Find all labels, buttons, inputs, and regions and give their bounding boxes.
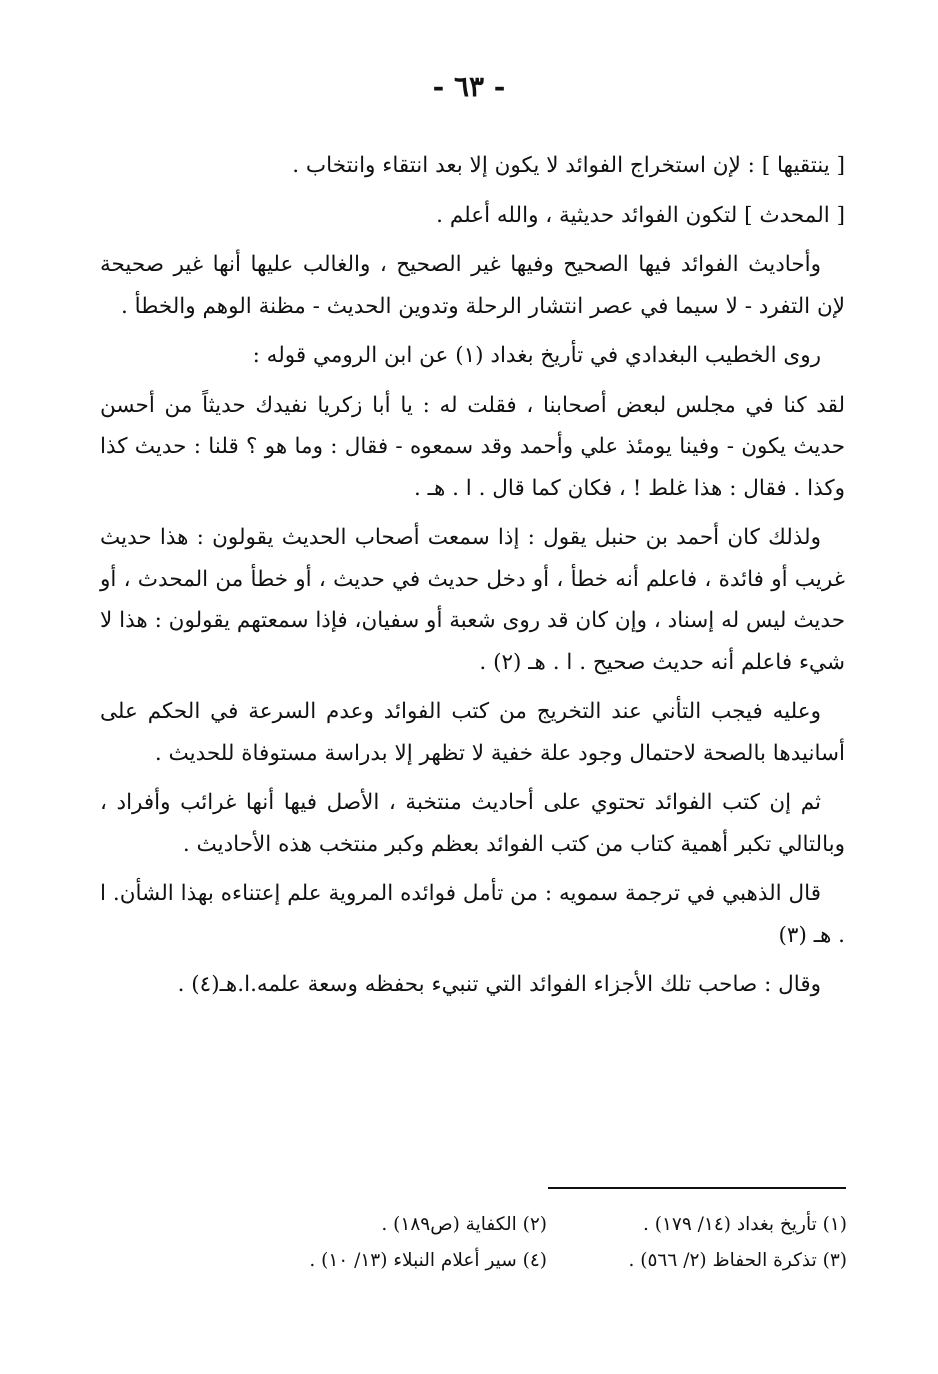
footnote-row [150, 1243, 847, 1279]
paragraph-dhahabi-second: وقال : صاحب تلك الأجزاء الفوائد التي تنبيء بحفظه وسعة علمه.ا.هـ(٤) . [177, 972, 821, 997]
paragraph-khatib-narration: روى الخطيب البغدادي في تأريخ بغداد (١) عن ابن الرومي قوله : [252, 343, 821, 368]
footnote-divider [548, 1187, 846, 1189]
footnotes [150, 1207, 847, 1279]
footnote-1: (١) تأريخ بغداد (١٤/ ١٧٩) . [642, 1214, 847, 1235]
paragraph-selected-hadith: ثم إن كتب الفوائد تحتوي على أحاديث منتخبة ، الأصل فيها أنها غرائب وأفراد ، وبالتالي تكبر أهمية كتاب من كتب الفوائد بعظم وكبر منتخب هذه الأحاديث . [100, 790, 845, 857]
body-text [100, 145, 845, 1014]
paragraph-muhaddith: [ المحدث ] لتكون الفوائد حديثية ، والله أعلم . [436, 202, 845, 228]
footnote-row [150, 1207, 847, 1243]
paragraph-majlis-quote: لقد كنا في مجلس لبعض أصحابنا ، فقلت له : يا أبا زكريا نفيدك حديثاً من أحسن حديث يكون - وفينا يومئذ علي وأحمد وقد سمعوه - فقال : وما هو ؟ قلنا : حديث كذا وكذا . فقال : هذا غلط ! ، فكان كما قال . ا . هـ . [100, 392, 845, 501]
footnote-4: (٤) سير أعلام النبلاء (١٣/ ١٠) . [309, 1250, 547, 1271]
paragraph-dhahabi-quote: قال الذهبي في ترجمة سمويه : من تأمل فوائده المروية علم إعتناءه بهذا الشأن. ا . هـ (٣) [100, 881, 845, 948]
paragraph-yantaqiha: [ ينتقيها ] : لإن استخراج الفوائد لا يكون إلا بعد انتقاء وانتخاب . [292, 153, 845, 178]
footnote-3: (٣) تذكرة الحفاظ (٢/ ٥٦٦) . [628, 1250, 847, 1271]
paragraph-fawaid-hadith: وأحاديث الفوائد فيها الصحيح وفيها غير الصحيح ، والغالب عليها أنها غير صحيحة لإن التفرد - لا سيما في عصر انتشار الرحلة وتدوين الحديث - مظنة الوهم والخطأ . [100, 252, 845, 319]
paragraph-caution: وعليه فيجب التأني عند التخريج من كتب الفوائد وعدم السرعة في الحكم على أسانيدها بالصحة لاحتمال وجود علة خفية لا تظهر إلا بدراسة مستوفاة للحديث . [100, 699, 845, 766]
paragraph-ahmad-quote: ولذلك كان أحمد بن حنبل يقول : إذا سمعت أصحاب الحديث يقولون : هذا حديث غريب أو فائدة ، فاعلم أنه خطأ ، أو دخل حديث في حديث ، أو خطأ من المحدث ، أو حديث ليس له إسناد ، وإن كان قد روى شعبة أو سفيان، فإذا سمعتهم يقولون : هذا لا شيء فاعلم أنه حديث صحيح . ا . هـ (٢) . [100, 525, 845, 675]
page-number: - ٦٣ - [432, 70, 506, 103]
footnote-2: (٢) الكفاية (ص١٨٩) . [381, 1214, 547, 1235]
